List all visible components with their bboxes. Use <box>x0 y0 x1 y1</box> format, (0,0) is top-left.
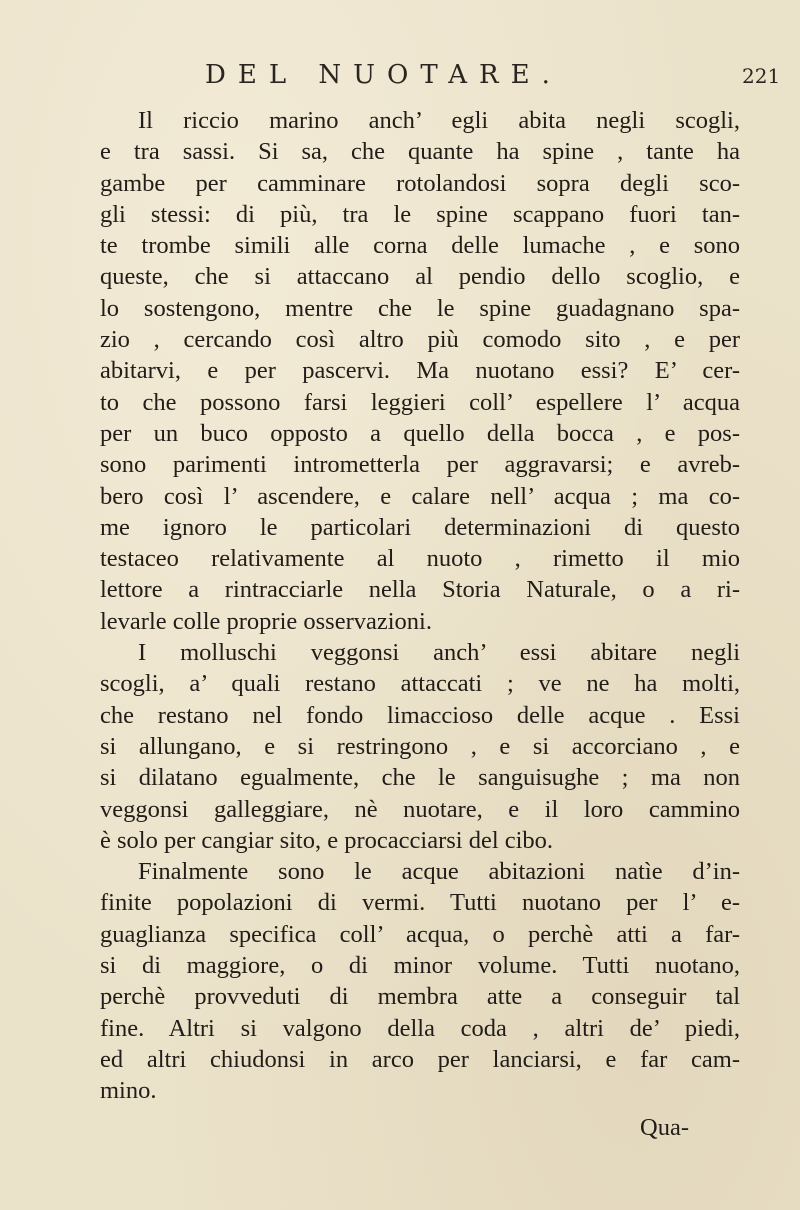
text-line: Finalmente sono le acque abitazioni natìe d’in- <box>138 858 740 886</box>
text-line: perchè provveduti di membra atte a conseguir tal <box>100 983 740 1011</box>
text-line: finite popolazioni di vermi. Tutti nuotano per l’ e- <box>100 889 740 917</box>
text-line: queste, che si attaccano al pendio dello scoglio, e <box>100 263 740 291</box>
text-line: lo sostengono, mentre che le spine guadagnano spa- <box>100 294 740 322</box>
text-line: veggonsi galleggiare, nè nuotare, e il loro cammino <box>100 795 740 823</box>
text-line: gambe per camminare rotolandosi sopra degli sco- <box>100 169 740 197</box>
text-line: mino. <box>100 1077 157 1105</box>
text-line: si allungano, e si restringono , e si accorciano , e <box>100 732 740 760</box>
text-line: che restano nel fondo limaccioso delle acque . Essi <box>100 701 740 729</box>
text-line: si dilatano egualmente, che le sanguisughe ; ma non <box>100 764 740 792</box>
text-line: te trombe simili alle corna delle lumache , e sono <box>100 232 740 260</box>
text-line: I molluschi veggonsi anch’ essi abitare negli <box>138 639 740 667</box>
text-line: gli stessi: di più, tra le spine scappano fuori tan- <box>100 200 740 228</box>
text-line: Il riccio marino anch’ egli abita negli scogli, <box>138 107 740 134</box>
page-number: 221 <box>742 64 781 88</box>
text-line: fine. Altri si valgono della coda , altri de’ piedi, <box>100 1014 740 1042</box>
catchword: Qua- <box>640 1114 689 1141</box>
text-line: si di maggiore, o di minor volume. Tutti nuotano, <box>100 952 740 980</box>
text-line: e tra sassi. Si sa, che quante ha spine , tante ha <box>100 138 740 166</box>
text-line: sono parimenti intrometterla per aggravarsi; e avreb- <box>100 451 740 479</box>
text-line: levarle colle proprie osservazioni. <box>100 607 432 635</box>
running-head-title: DEL NUOTARE. <box>205 60 562 90</box>
text-line: testaceo relativamente al nuoto , rimetto il mio <box>100 545 740 573</box>
text-line: abitarvi, e per pascervi. Ma nuotano essi? E’ cer- <box>100 357 740 385</box>
text-line: per un buco opposto a quello della bocca , e pos- <box>100 419 740 447</box>
text-line: ed altri chiudonsi in arco per lanciarsi, e far cam- <box>100 1045 740 1073</box>
text-line: scogli, a’ quali restano attaccati ; ve ne ha molti, <box>100 670 740 698</box>
body-text <box>100 105 740 1107</box>
text-line: to che possono farsi leggieri coll’ espellere l’ acqua <box>100 388 740 416</box>
text-line: bero così l’ ascendere, e calare nell’ acqua ; ma co- <box>100 482 740 510</box>
text-line: zio , cercando così altro più comodo sito , e per <box>100 326 740 354</box>
text-line: è solo per cangiar sito, e procacciarsi del cibo. <box>100 826 554 854</box>
text-line: me ignoro le particolari determinazioni di questo <box>100 513 740 541</box>
text-line: guaglianza specifica coll’ acqua, o perchè atti a far- <box>100 920 740 948</box>
text-line: lettore a rintracciarle nella Storia Naturale, o a ri- <box>100 576 740 604</box>
